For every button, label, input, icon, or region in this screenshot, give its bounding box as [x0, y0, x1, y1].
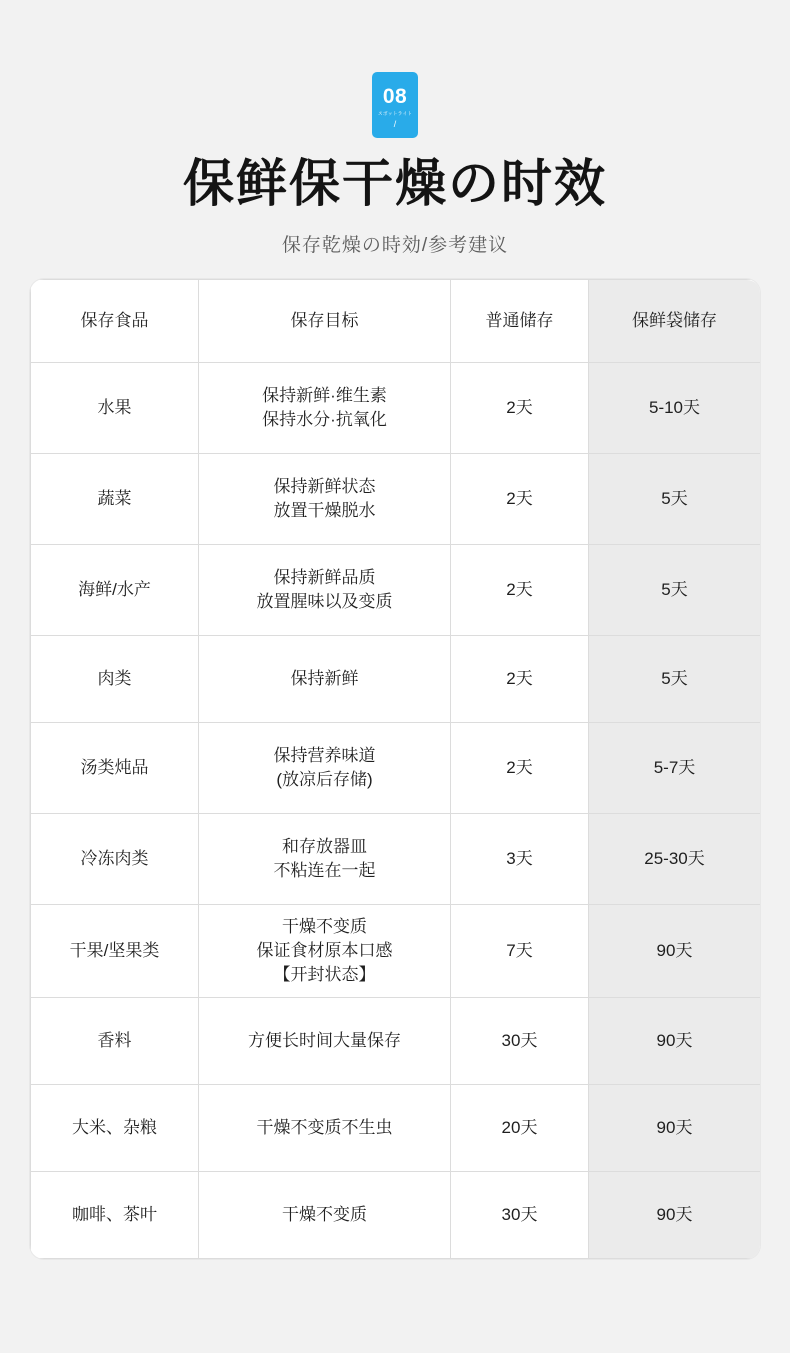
cell-normal: 30天	[451, 998, 589, 1085]
cell-food: 海鲜/水产	[31, 545, 199, 636]
goal-line: 干燥不变质	[282, 917, 367, 937]
goal-line: (放凉后存储)	[276, 770, 373, 790]
table-row	[31, 545, 761, 636]
cell-normal: 30天	[451, 1172, 589, 1259]
table-row	[31, 998, 761, 1085]
cell-food: 香料	[31, 998, 199, 1085]
cell-goal	[199, 905, 451, 998]
cell-normal: 2天	[451, 545, 589, 636]
goal-line: 保持新鲜·维生素	[262, 385, 387, 405]
cell-bag: 25-30天	[589, 814, 761, 905]
storage-table	[30, 279, 760, 1259]
goal-line: 保持新鲜状态	[273, 476, 376, 496]
cell-food: 咖啡、茶叶	[31, 1172, 199, 1259]
cell-bag: 90天	[589, 1085, 761, 1172]
goal-line: 方便长时间大量保存	[248, 1031, 401, 1051]
cell-normal: 2天	[451, 636, 589, 723]
badge-slash: /	[393, 118, 397, 129]
cell-bag: 90天	[589, 905, 761, 998]
col-header-goal: 保存目标	[199, 280, 451, 363]
table-row	[31, 814, 761, 905]
goal-line: 保持水分·抗氧化	[262, 410, 387, 430]
goal-line: 【开封状态】	[273, 965, 376, 985]
goal-line: 保持新鲜品质	[273, 567, 376, 587]
cell-bag: 5天	[589, 545, 761, 636]
cell-bag: 5天	[589, 636, 761, 723]
cell-normal: 2天	[451, 723, 589, 814]
page-title: 保鲜保干燥の时效	[182, 155, 607, 212]
section-number-badge	[372, 72, 418, 138]
col-header-bag: 保鲜袋储存	[589, 280, 761, 363]
goal-line: 保持营养味道	[273, 745, 376, 765]
table-header	[31, 280, 761, 363]
cell-normal: 7天	[451, 905, 589, 998]
table-row	[31, 1172, 761, 1259]
section-badge-wrap	[372, 72, 418, 138]
cell-normal: 2天	[451, 454, 589, 545]
cell-normal: 2天	[451, 363, 589, 454]
storage-table-wrap	[30, 279, 760, 1259]
cell-food: 大米、杂粮	[31, 1085, 199, 1172]
goal-line: 放置腥味以及变质	[256, 592, 393, 612]
page-subtitle: 保存乾燥の時効/参考建议	[281, 235, 509, 257]
cell-bag: 90天	[589, 998, 761, 1085]
goal-line: 保持新鲜	[290, 669, 359, 689]
col-header-normal: 普通储存	[451, 280, 589, 363]
goal-line: 不粘连在一起	[273, 861, 376, 881]
goal-line: 和存放器皿	[282, 836, 367, 856]
cell-goal	[199, 1085, 451, 1172]
table-row	[31, 1085, 761, 1172]
cell-goal	[199, 545, 451, 636]
col-header-food: 保存食品	[31, 280, 199, 363]
cell-food: 肉类	[31, 636, 199, 723]
table-row	[31, 454, 761, 545]
table-body	[31, 363, 761, 1259]
table-row	[31, 636, 761, 723]
cell-goal	[199, 723, 451, 814]
cell-goal	[199, 998, 451, 1085]
goal-line: 保证食材原本口感	[256, 941, 393, 961]
goal-line: 放置干燥脱水	[273, 501, 376, 521]
cell-food: 干果/坚果类	[31, 905, 199, 998]
goal-line: 干燥不变质	[282, 1205, 367, 1225]
cell-bag: 5天	[589, 454, 761, 545]
cell-food: 蔬菜	[31, 454, 199, 545]
cell-bag: 5-10天	[589, 363, 761, 454]
table-row	[31, 905, 761, 998]
cell-food: 冷冻肉类	[31, 814, 199, 905]
cell-goal	[199, 454, 451, 545]
table-header-row	[31, 280, 761, 363]
cell-normal: 3天	[451, 814, 589, 905]
badge-number: 08	[382, 84, 408, 108]
cell-bag: 90天	[589, 1172, 761, 1259]
cell-goal	[199, 1172, 451, 1259]
cell-goal	[199, 636, 451, 723]
cell-goal	[199, 363, 451, 454]
cell-bag: 5-7天	[589, 723, 761, 814]
goal-line: 干燥不变质不生虫	[256, 1118, 393, 1138]
cell-food: 汤类炖品	[31, 723, 199, 814]
cell-food: 水果	[31, 363, 199, 454]
cell-goal	[199, 814, 451, 905]
badge-subtext: スポットライト	[377, 110, 413, 117]
cell-normal: 20天	[451, 1085, 589, 1172]
table-row	[31, 723, 761, 814]
table-row	[31, 363, 761, 454]
